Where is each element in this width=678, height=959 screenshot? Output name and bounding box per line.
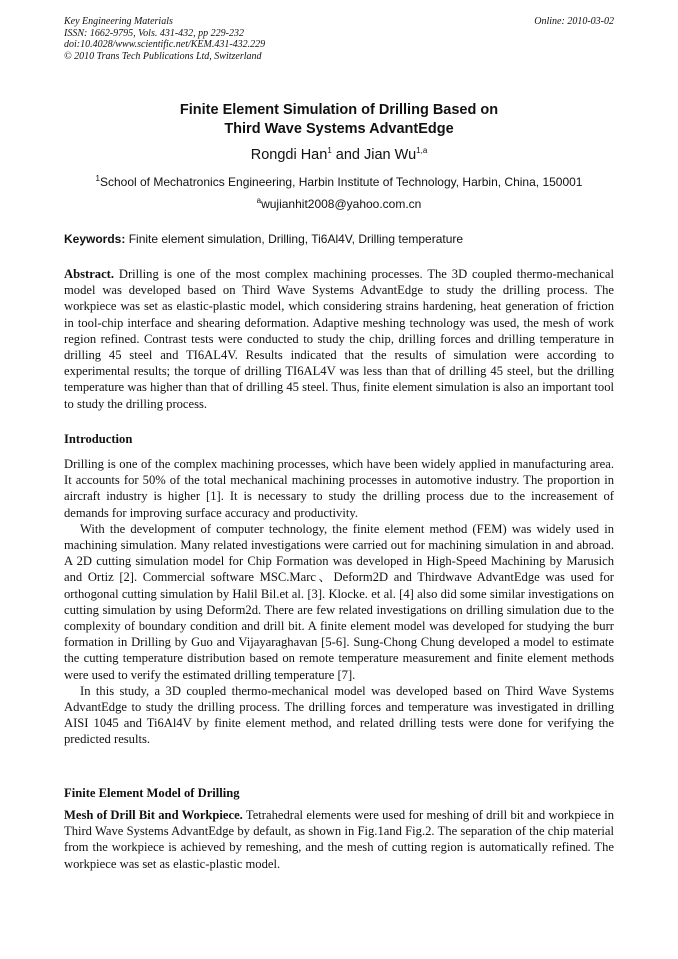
online-date: Online: 2010-03-02 xyxy=(534,16,614,27)
author-1: Rongdi Han xyxy=(250,147,328,163)
intro-paragraph-1: Drilling is one of the complex machining processes, which have been widely applied in manufacturing area. It accounts for 50% of the total mechanical machining processes in automotive industry. The proportion in aircraft industry is higher [1]. It is necessary to study the drilling process due to the increasement of demands for improving surface accuracy and productivity. xyxy=(64,457,614,520)
email-mark: a xyxy=(256,196,262,205)
keywords-text: Finite element simulation, Drilling, Ti6Al4V, Drilling temperature xyxy=(125,232,464,246)
affiliation-mark: 1 xyxy=(95,174,100,183)
intro-paragraph-3: In this study, a 3D coupled thermo-mechanical model was developed based on Third Wave Systems AdvantEdge to study the drilling process. The drilling forces and temperature was investigated in drilling AISI 1045 and Ti6Al4V by finite element method, and related drilling tests were done for verifying the predicted results. xyxy=(64,683,614,747)
email-text: wujianhit2008@yahoo.com.cn xyxy=(261,197,422,211)
author-email xyxy=(64,197,614,212)
journal-header xyxy=(64,16,614,62)
mesh-subheading: Mesh of Drill Bit and Workpiece. xyxy=(64,808,243,822)
abstract xyxy=(64,266,614,412)
abstract-label: Abstract. xyxy=(64,267,115,281)
title-line-2: Third Wave Systems AdvantEdge xyxy=(224,121,454,137)
doi-line: doi:10.4028/www.scientific.net/KEM.431-432.229 xyxy=(64,39,266,50)
keywords xyxy=(64,232,614,247)
author-2-affil-mark: 1,a xyxy=(416,146,428,156)
abstract-text: Drilling is one of the most complex machining processes. The 3D coupled thermo-mechanical model was developed based on Third Wave Systems AdvantEdge to study the drilling process. The workpiece was set as elastic-plastic model, which considering strains hardening, heat generation of friction in tool-chip interface and shearing deformation. Adaptive meshing technology was used, the mesh of work region refined. Contrast tests were conducted to study the chip, drilling forces and drilling temperature in drilling 45 steel and TI6AL4V. Results indicated that the results of simulation were according to experimental results; the torque of drilling TI6AL4V was less than that of drilling 45 steel, but the drilling temperature was higher than that of drilling 45 steel. Thus, finite element simulation is also an important tool to study the drilling process. xyxy=(64,267,614,411)
introduction-heading: Introduction xyxy=(64,432,133,446)
affiliation-text: School of Mechatronics Engineering, Harbin Institute of Technology, Harbin, China, 150001 xyxy=(99,175,583,189)
author-2: Jian Wu xyxy=(364,147,417,163)
introduction-body xyxy=(64,456,614,748)
issn-line: ISSN: 1662-9795, Vols. 431-432, pp 229-232 xyxy=(64,27,244,39)
title-line-1: Finite Element Simulation of Drilling Based on xyxy=(179,102,499,118)
author-1-affil-mark: 1 xyxy=(327,146,332,156)
intro-paragraph-2: With the development of computer technology, the finite element method (FEM) was widely used in machining simulation. Many related investigations were carried out for machining simulation in and abroad. A 2D cutting simulation model for Chip Formation was developed in High-Speed Machining by Marusich and Ortiz [2]. Commercial software MSC.Marc、Deform2D and Thirdwave AdvantEdge was used for orthogonal cutting simulation by Halil Bil.et al. [3]. Klocke. et al. [4] also did some similar investigations on cutting simulation by using Deform2d. There are few related investigations on drilling simulation due to the complexity of boundary condition and drill bit. A finite element model was developed for studying the burr formation in Drilling by Guo and Vijayaraghavan [5-6]. Sung-Chong Chung developed a model to estimate the cutting temperature distribution based on remote temperature measurement and finite element methods were used to verify the estimated drilling temperature [7]. xyxy=(64,521,614,682)
author-list xyxy=(64,146,614,164)
paper-title xyxy=(64,101,614,139)
mesh-text: Tetrahedral elements were used for meshing of drill bit and workpiece in Third Wave Systems AdvantEdge by default, as shown in Fig.1and Fig.2. The separation of the chip material from the workpiece is achieved by remeshing, and the mesh of cutting region is automatically refined. The workpiece was set as elastic-plastic model. xyxy=(64,808,614,871)
journal-name: Key Engineering Materials xyxy=(64,16,173,27)
keywords-label: Keywords: xyxy=(64,232,126,246)
fem-section-heading: Finite Element Model of Drilling xyxy=(64,786,240,800)
copyright-line: © 2010 Trans Tech Publications Ltd, Switzerland xyxy=(64,50,262,62)
author-conjunction: and xyxy=(331,147,365,163)
mesh-subsection xyxy=(64,807,614,872)
affiliation xyxy=(64,175,614,190)
